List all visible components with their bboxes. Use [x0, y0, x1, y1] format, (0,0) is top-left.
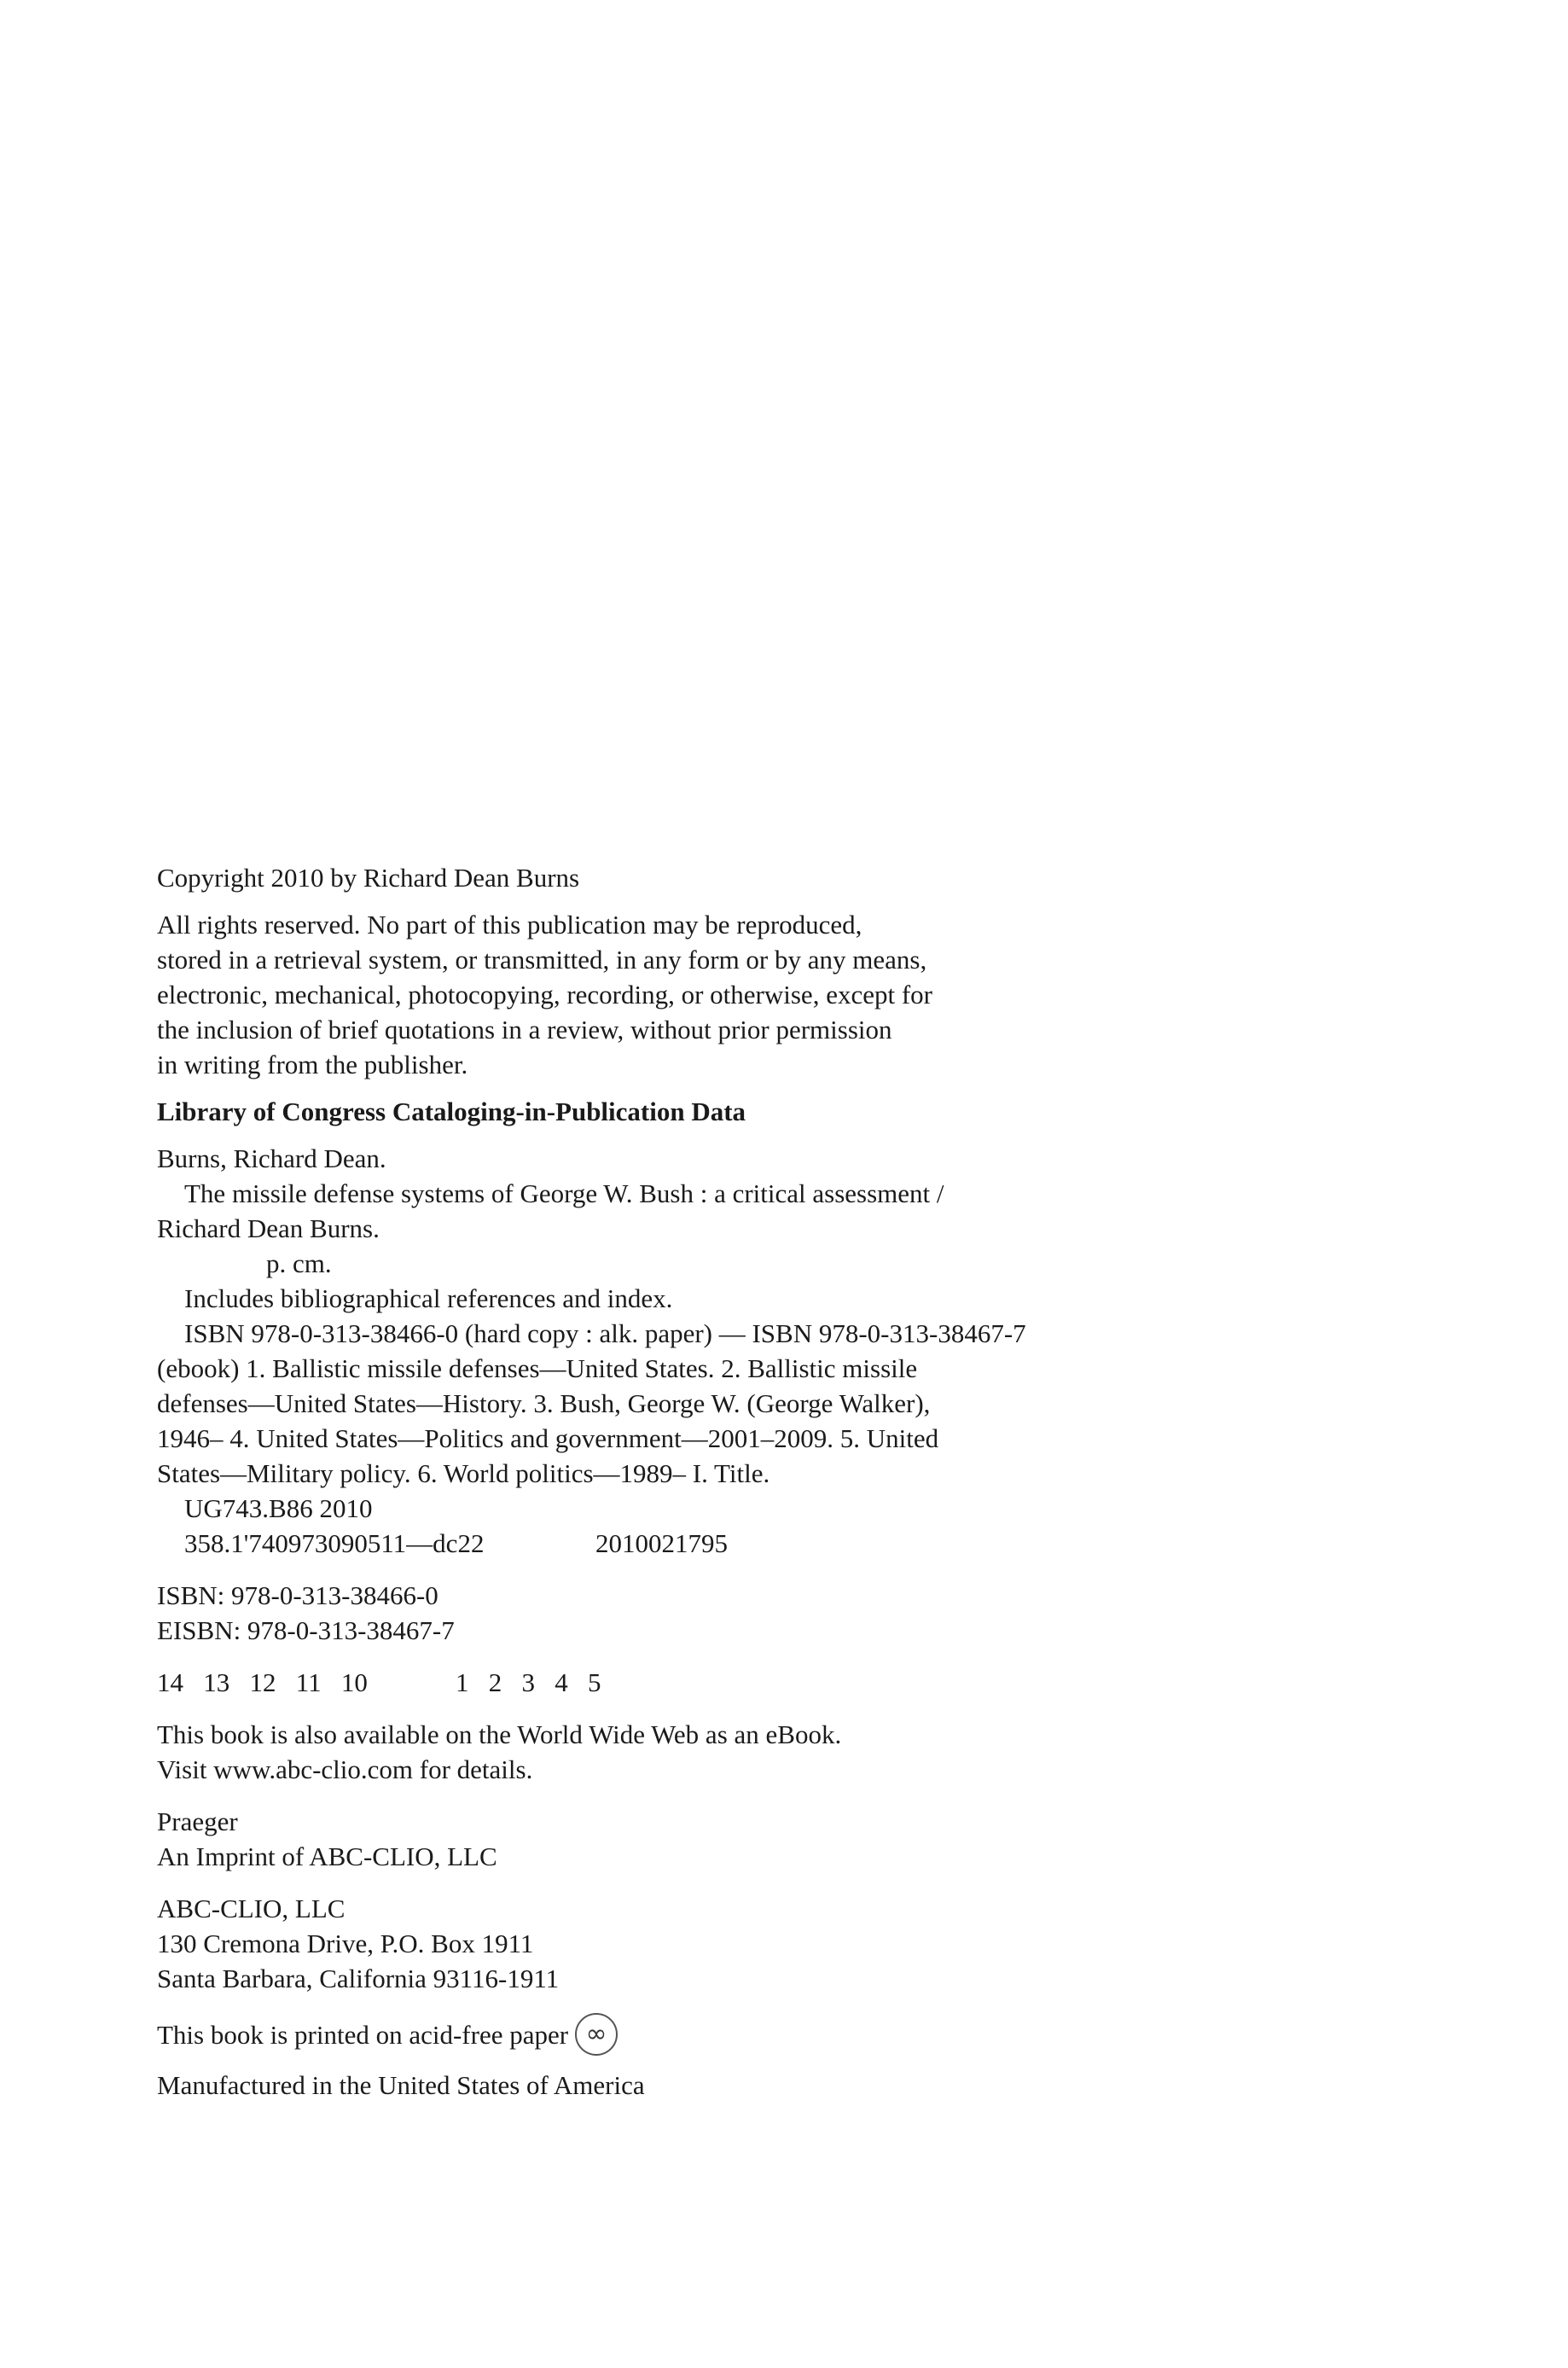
printing-line — [157, 1665, 1147, 1700]
rights-line: the inclusion of brief quotations in a review, without prior permission — [157, 1015, 892, 1044]
cip-lccn: 2010021795 — [595, 1528, 728, 1558]
infinity-icon: ∞ — [575, 2013, 618, 2056]
imprint-block — [157, 1804, 1147, 1874]
web-line: This book is also available on the World Wide Web as an eBook. — [157, 1719, 842, 1749]
isbn-block — [157, 1578, 1147, 1648]
cip-title-line: The missile defense systems of George W. Bush : a critical assessment / — [184, 1178, 944, 1208]
cip-includes: Includes bibliographical references and index. — [184, 1283, 673, 1313]
copyright-line: Copyright 2010 by Richard Dean Burns — [157, 863, 580, 893]
cip-subject-line: States—Military policy. 6. World politics—1989– I. Title. — [157, 1458, 770, 1488]
rights-line: in writing from the publisher. — [157, 1050, 468, 1079]
web-availability — [157, 1717, 1147, 1787]
cip-title-line: Richard Dean Burns. — [157, 1213, 380, 1243]
cip-pcm: p. cm. — [266, 1248, 332, 1278]
publisher-address: 130 Cremona Drive, P.O. Box 1911 — [157, 1929, 534, 1958]
acid-free-text: This book is printed on acid-free paper — [157, 2019, 569, 2050]
cip-lc-class: UG743.B86 2010 — [184, 1493, 373, 1523]
cip-author: Burns, Richard Dean. — [157, 1143, 386, 1173]
cip-subject-line: 1946– 4. United States—Politics and government—2001–2009. 5. United — [157, 1423, 939, 1453]
rights-statement — [157, 907, 1147, 1082]
rights-line: All rights reserved. No part of this publication may be reproduced, — [157, 910, 862, 940]
cip-subject-line: (ebook) 1. Ballistic missile defenses—United States. 2. Ballistic missile — [157, 1353, 918, 1383]
publisher-block — [157, 1891, 1147, 1996]
imprint-name: Praeger — [157, 1807, 238, 1836]
eisbn-line: EISBN: 978-0-313-38467-7 — [157, 1615, 455, 1645]
imprint-subtitle: An Imprint of ABC-CLIO, LLC — [157, 1841, 497, 1871]
publisher-name: ABC-CLIO, LLC — [157, 1894, 346, 1923]
acid-free-line — [157, 2013, 1147, 2056]
cip-record — [157, 1141, 1147, 1561]
printing-numbers: 1 2 3 4 5 — [456, 1667, 601, 1697]
isbn-line: ISBN: 978-0-313-38466-0 — [157, 1580, 438, 1610]
copyright-block — [157, 860, 1147, 2103]
cip-subject-line: defenses—United States—History. 3. Bush, George W. (George Walker), — [157, 1388, 931, 1418]
cip-heading: Library of Congress Cataloging-in-Publication Data — [157, 1097, 746, 1126]
cip-isbn-line: ISBN 978-0-313-38466-0 (hard copy : alk. paper) — ISBN 978-0-313-38467-7 — [184, 1318, 1026, 1348]
rights-line: stored in a retrieval system, or transmitted, in any form or by any means, — [157, 945, 927, 975]
cip-dewey: 358.1'740973090511—dc22 — [184, 1528, 485, 1558]
web-line: Visit www.abc-clio.com for details. — [157, 1754, 533, 1784]
manufactured-line: Manufactured in the United States of America — [157, 2070, 645, 2100]
printing-years: 14 13 12 11 10 — [157, 1667, 368, 1697]
publisher-address: Santa Barbara, California 93116-1911 — [157, 1964, 560, 1993]
rights-line: electronic, mechanical, photocopying, recording, or otherwise, except for — [157, 980, 932, 1009]
cip-dewey-row — [157, 1526, 1147, 1561]
